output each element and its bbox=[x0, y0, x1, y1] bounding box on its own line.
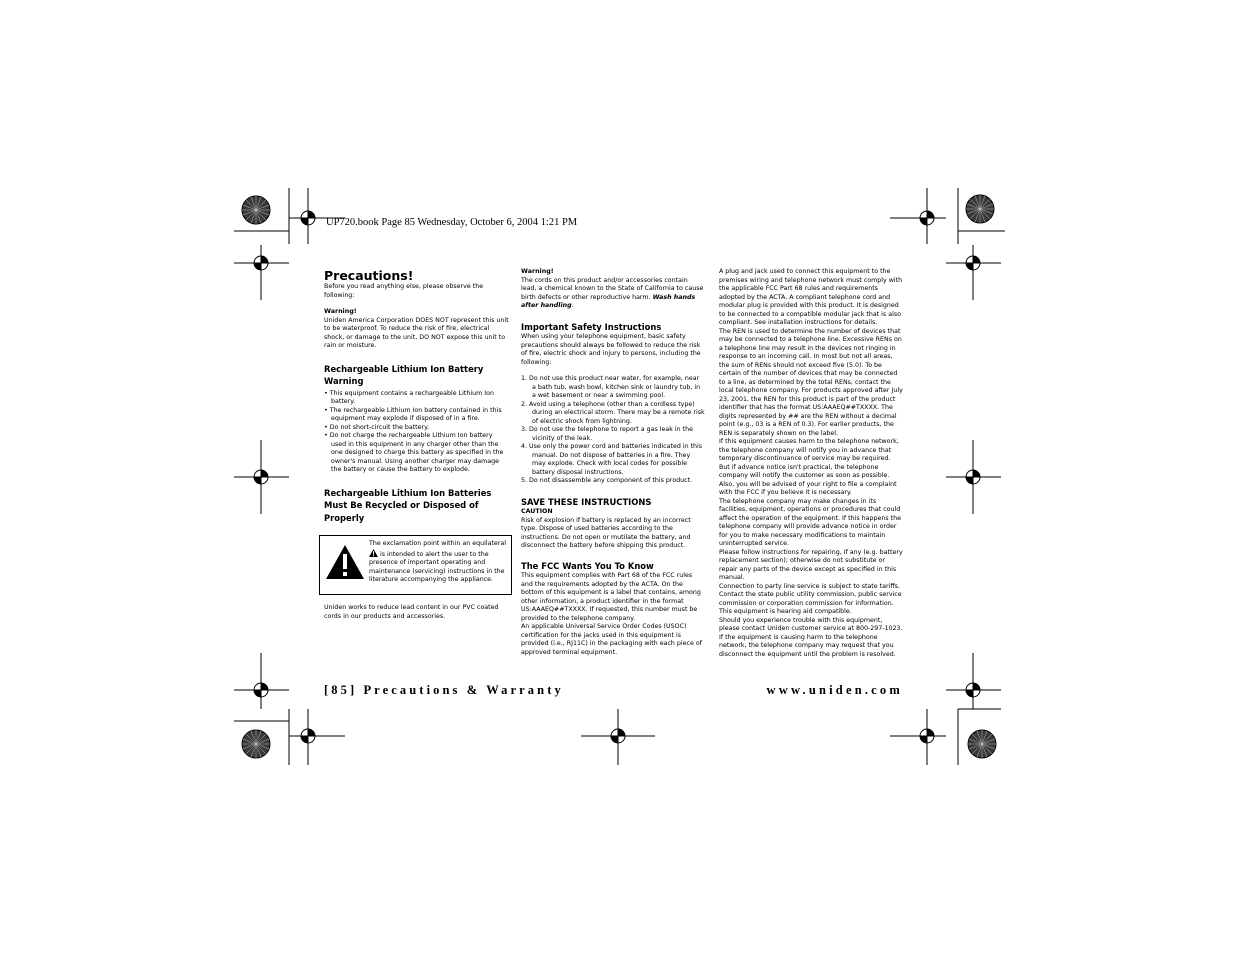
caution-text: Risk of explosion if battery is replaced by an incorrect type. Dispose of used batteries according to the instructions. Do not open or mutilate the battery, and disconnect the battery before shipping this product. bbox=[521, 516, 691, 549]
paragraph: Please follow instructions for repairing, if any (e.g. battery replacement section); otherwise do not substitute or repair any parts of the device except as specified in this manual. bbox=[719, 548, 903, 581]
paragraph: A plug and jack used to connect this equipment to the premises wiring and telephone network must comply with the applicable FCC Part 68 rules and requirements adopted by the ACTA. A compliant telephone cord and modular plug is provided with this product. It is designed to be connected to a compatible modular jack that is also compliant. See installation instructions for details. bbox=[719, 268, 903, 326]
list-item: • The rechargeable Lithium Ion battery contained in this equipment may explode if disposed of in a fire. bbox=[324, 406, 502, 422]
list-item: • Do not charge the rechargeable Lithium Ion battery used in this equipment in any charger other than the one designed to charge this battery as specified in the owner's manual. Using another charger may damage the battery or cause the battery to explode. bbox=[324, 432, 504, 473]
paragraph: The REN is used to determine the number of devices that may be connected to a telephone line. Excessive RENs on a telephone line may result in the devices not ringing in response to an incoming call. In most but not all areas, the sum of RENs should not exceed five (5.0). To be certain of the number of devices that may be connected to a line, as determined by the total RENs, contact the local telephone company. For products approved after July 23, 2001, the REN for this product is part of the product identifier that has the format US:AAAEQ##TXXXX. The digits represented by ## are the REN without a decimal point (e.g., 03 is a REN of 0.3). For earlier products, the REN is separately shown on the label. bbox=[719, 327, 903, 437]
lead-warning-text: The cords on this product and/or accessories contain lead, a chemical known to the State of California to cause birth defects or other reproductive harm. Wash hands after handling. bbox=[521, 276, 704, 309]
list-item: 5. Do not disassemble any component of this product. bbox=[521, 477, 693, 484]
warning-label-2: Warning! bbox=[521, 268, 554, 275]
caution-label: CAUTION bbox=[521, 508, 553, 515]
paragraph: The telephone company may make changes in its facilities, equipment, operations or procedures that could affect the operation of the equipment. If this happens the telephone company will provide advance notice in order for you to make necessary modifications to maintain uninterrupted service. bbox=[719, 497, 901, 547]
paragraph: Connection to party line service is subject to state tariffs. Contact the state public utility commission, public service commission or corporation commission for information. This equipment is hearing aid compatible. bbox=[719, 582, 902, 615]
list-item: • This equipment contains a rechargeable Lithium Ion battery. bbox=[324, 389, 494, 405]
list-item: 1. Do not use this product near water, for example, near a bath tub, wash bowl, kitchen sink or laundry tub, in a wet basement or near a swimming pool. bbox=[521, 375, 701, 399]
slug-line: UP720.book Page 85 Wednesday, October 6, 2004 1:21 PM bbox=[326, 217, 578, 228]
fcc-heading: The FCC Wants You To Know bbox=[521, 560, 654, 571]
intro-text: Before you read anything else, please observe the following: bbox=[324, 283, 484, 299]
warning-text: Uniden America Corporation DOES NOT represent this unit to be waterproof. To reduce the risk of fire, electrical shock, or damage to the unit, DO NOT expose this unit to rain or moisture. bbox=[324, 316, 509, 349]
list-item: 2. Avoid using a telephone (other than a cordless type) during an electrical storm. There may be a remote risk of electric shock from lightning. bbox=[521, 400, 705, 425]
list-item: • Do not short-circuit the battery. bbox=[324, 423, 429, 431]
footer-right: www.uniden.com bbox=[766, 683, 903, 697]
lead-text: Uniden works to reduce lead content in our PVC coated cords in our products and accessories. bbox=[324, 604, 499, 620]
warning-label: Warning! bbox=[324, 308, 357, 315]
battery-heading: Rechargeable Lithium Ion Battery Warning bbox=[324, 363, 484, 386]
paragraph: If this equipment causes harm to the telephone network, the telephone company will notify you in advance that temporary discontinuance of service may be required. But if advance notice isn't practical, the telephone company will notify the customer as soon as possible. Also, you will be advised of your right to file a complaint with the FCC if you believe it is necessary. bbox=[719, 438, 899, 496]
page-title: Precautions! bbox=[324, 268, 414, 283]
fcc-text-1: This equipment complies with Part 68 of the FCC rules and the requirements adopted by the ACTA. On the bottom of this equipment is a label that contains, among other information, a product identifier in the format US:AAAEQ##TXXXX. If requested, this number must be provided to the telephone company. bbox=[521, 572, 701, 622]
fcc-text-2: An applicable Universal Service Order Codes (USOC) certification for the jacks used in this equipment is provided (i.e., RJ11C) in the packaging with each piece of approved terminal equipment. bbox=[521, 623, 702, 656]
footer-left: [85] Precautions & Warranty bbox=[324, 683, 564, 697]
save-heading: SAVE THESE INSTRUCTIONS bbox=[521, 496, 652, 507]
recycle-heading: Rechargeable Lithium Ion Batteries Must Be Recycled or Disposed of Properly bbox=[324, 487, 492, 523]
box-line-1: The exclamation point within an equilateral bbox=[369, 540, 506, 547]
safety-heading: Important Safety Instructions bbox=[521, 321, 662, 332]
safety-intro: When using your telephone equipment, basic safety precautions should always be followed to reduce the risk of fire, electric shock and injury to persons, including the following: bbox=[521, 333, 701, 366]
list-item: 4. Use only the power cord and batteries indicated in this manual. Do not dispose of batteries in a fire. They may explode. Check with local codes for possible battery disposal instructions. bbox=[521, 443, 703, 476]
box-text: is intended to alert the user to the presence of important operating and maintenance (servicing) instructions in the literature accompanying the appliance. bbox=[369, 550, 505, 583]
list-item: 3. Do not use the telephone to report a gas leak in the vicinity of the leak. bbox=[521, 426, 693, 442]
paragraph: Should you experience trouble with this equipment, please contact Uniden customer service at 800-297-1023. If the equipment is causing harm to the telephone network, the telephone company may request that you disconnect the equipment until the problem is resolved. bbox=[719, 616, 903, 658]
